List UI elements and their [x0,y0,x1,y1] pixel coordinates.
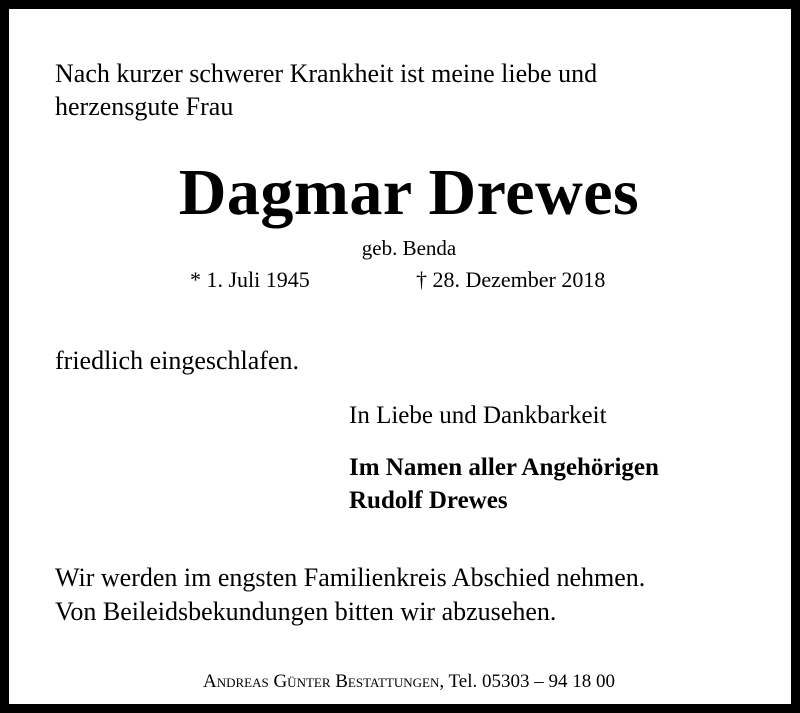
death-date: † 28. Dezember 2018 [416,267,606,292]
signature-line-1: Im Namen aller Angehörigen [349,454,659,481]
deceased-name: Dagmar Drewes [178,156,640,229]
funeral-home-name: Andreas Günter Bestattungen [202,671,440,692]
closing-phrase: In Liebe und Dankbarkeit [349,402,607,429]
birth-date: * 1. Juli 1945 [190,267,310,292]
note-line-1: Wir werden im engsten Familienkreis Abschied nehmen. [55,563,646,592]
maiden-name: geb. Benda [361,236,457,260]
passed-text: friedlich eingeschlafen. [55,346,299,375]
note-line-2: Von Beileidsbekundungen bitten wir abzusehen. [55,597,557,626]
signature-line-2: Rudolf Drewes [349,487,508,514]
phone-number: , Tel. 05303 – 94 18 00 [439,671,615,692]
intro-line-2: herzensgute Frau [55,92,234,121]
intro-line-1: Nach kurzer schwerer Krankheit ist meine liebe und [55,59,598,88]
footer-contact [9,670,800,694]
